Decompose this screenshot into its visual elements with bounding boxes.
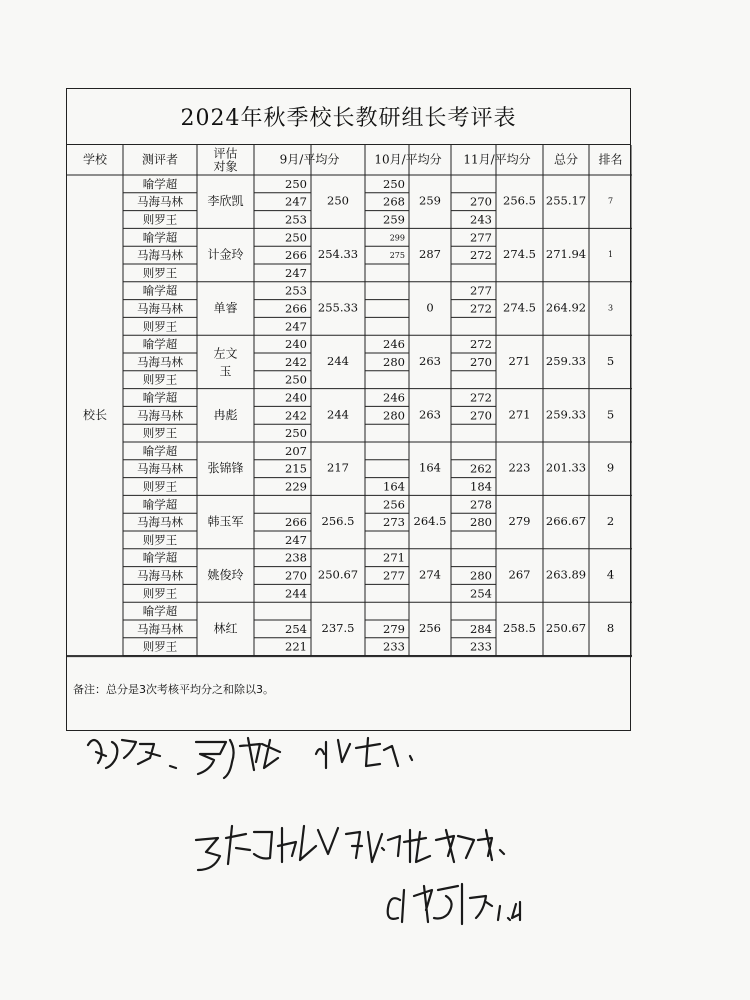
september-average: 217 [327,460,349,475]
header-evaluator: 测评者 [141,152,179,167]
score-value: 250 [285,230,307,245]
score-value: 240 [285,390,307,405]
evaluator-name: 则罗王 [142,212,178,227]
evaluator-name: 则罗王 [142,426,178,441]
score-value: 280 [383,354,405,369]
evaluator-name: 马海马林 [137,354,183,369]
evaluator-name: 喻学超 [142,443,178,458]
total-score: 259.33 [545,407,587,422]
evaluator-name: 马海马林 [137,568,183,583]
score-value: 270 [470,354,492,369]
table-note: 备注：总分是3次考核平均分之和除以3。 [73,683,274,696]
score-value: 262 [470,461,492,476]
october-average: 0 [426,300,434,315]
signature-stroke [316,738,412,768]
score-value: 250 [285,372,307,387]
october-average: 274 [419,567,441,582]
score-value: 299 [389,233,405,243]
header-november: 11月/平均分 [463,152,531,167]
september-average: 237.5 [321,620,355,635]
header-september: 9月/平均分 [279,152,340,167]
score-value: 215 [285,461,307,476]
score-value: 272 [470,390,492,405]
target-name: 左文 [213,346,238,361]
score-value: 279 [383,621,405,636]
rank-value: 5 [606,353,615,368]
october-average: 259 [419,193,441,208]
evaluator-name: 马海马林 [137,621,183,636]
october-average: 263 [419,353,441,368]
november-average: 258.5 [503,620,536,635]
evaluator-name: 喻学超 [142,230,178,245]
score-value: 253 [285,212,307,227]
score-value: 246 [383,337,405,352]
score-value: 275 [389,251,405,261]
score-value: 266 [285,515,307,530]
score-value: 270 [470,194,492,209]
rank-value: 5 [606,407,615,422]
score-value: 280 [383,408,405,423]
november-average: 267 [508,567,531,582]
september-average: 254.33 [317,247,359,262]
evaluator-name: 马海马林 [137,301,183,316]
evaluator-name: 喻学超 [142,176,178,191]
november-average: 223 [508,460,531,475]
evaluator-name: 喻学超 [142,283,178,298]
november-average: 274.5 [503,247,536,262]
september-average: 250 [327,193,349,208]
signature-stroke [88,740,160,768]
november-average: 274.5 [503,300,536,315]
score-value: 233 [470,639,492,654]
rank-value: 2 [606,514,615,529]
score-value: 277 [383,568,405,583]
score-value: 207 [285,443,307,458]
evaluator-name: 喻学超 [142,337,178,352]
score-value: 250 [285,426,307,441]
header-school: 学校 [82,152,108,167]
november-average: 271 [508,407,531,422]
september-average: 244 [327,353,349,368]
total-score: 271.94 [545,247,587,262]
signature-stroke [196,826,338,870]
target-name: 玉 [219,364,232,379]
header-rank: 排名 [598,152,623,167]
target-name: 计金玲 [207,247,244,262]
evaluator-name: 马海马林 [137,194,183,209]
score-value: 280 [470,568,492,583]
score-value: 250 [285,176,307,191]
score-value: 272 [470,301,492,316]
score-value: 233 [383,639,405,654]
rank-value: 4 [606,567,615,582]
november-average: 271 [508,353,531,368]
score-value: 253 [285,283,307,298]
score-value: 254 [470,586,492,601]
october-average: 264.5 [413,514,447,529]
score-value: 277 [470,230,492,245]
october-average: 164 [419,460,441,475]
target-name: 李欣凯 [207,194,244,209]
september-average: 256.5 [321,514,355,529]
header-target: 对象 [213,159,238,174]
evaluator-name: 马海马林 [137,408,183,423]
evaluator-name: 则罗王 [142,532,178,547]
score-value: 240 [285,337,307,352]
table-title: 2024年秋季校长教研组长考评表 [67,89,630,145]
score-value: 272 [470,337,492,352]
score-value: 280 [470,515,492,530]
score-value: 229 [285,479,307,494]
signature-stroke [170,738,280,778]
score-value: 242 [285,408,307,423]
rank-value: 9 [606,460,615,475]
target-name: 张锦锋 [207,461,244,476]
evaluator-name: 则罗王 [142,319,178,334]
evaluator-name: 喻学超 [142,497,178,512]
evaluator-name: 马海马林 [137,248,183,263]
score-value: 164 [383,479,405,494]
total-score: 264.92 [545,300,587,315]
rank-value: 1 [607,250,614,260]
total-score: 255.17 [545,193,587,208]
score-value: 272 [470,248,492,263]
target-name: 单睿 [213,301,238,315]
october-average: 256 [419,620,441,635]
score-value: 247 [285,194,307,209]
total-score: 259.33 [545,353,587,368]
score-value: 270 [470,408,492,423]
score-value: 242 [285,354,307,369]
signature-stroke [498,902,520,920]
score-value: 256 [383,497,405,512]
rank-value: 8 [606,620,615,635]
score-value: 266 [285,248,307,263]
score-value: 273 [383,515,405,530]
score-value: 243 [470,212,492,227]
rank-value: 3 [607,303,614,313]
evaluator-name: 马海马林 [137,515,183,530]
score-value: 247 [285,265,307,280]
target-name: 韩玉军 [207,514,244,529]
evaluator-name: 则罗王 [142,265,178,280]
evaluator-name: 则罗王 [142,479,178,494]
score-value: 250 [383,176,405,191]
score-value: 254 [285,621,307,636]
evaluator-name: 则罗王 [142,586,178,601]
evaluator-name: 喻学超 [142,390,178,405]
total-score: 201.33 [545,460,587,475]
signature-stroke [388,884,492,924]
score-value: 271 [383,550,405,565]
score-value: 278 [470,497,492,512]
total-score: 266.67 [545,514,587,529]
score-value: 268 [383,194,405,209]
score-value: 238 [285,550,307,565]
total-score: 250.67 [545,620,587,635]
signature-stroke [346,830,504,862]
score-value: 266 [285,301,307,316]
evaluator-name: 喻学超 [142,550,178,565]
evaluator-name: 马海马林 [137,461,183,476]
score-value: 244 [285,586,307,601]
november-average: 256.5 [503,193,536,208]
evaluator-name: 则罗王 [142,639,178,654]
header-total: 总分 [553,152,579,167]
evaluator-name: 喻学超 [142,604,178,619]
target-name: 姚俊玲 [207,568,244,582]
score-value: 247 [285,532,307,547]
school-name: 校长 [82,407,108,422]
september-average: 244 [327,407,349,422]
header-target: 评估 [213,146,238,161]
score-value: 246 [383,390,405,405]
october-average: 263 [419,407,441,422]
rank-value: 7 [607,196,614,206]
header-october: 10月/平均分 [374,152,442,167]
score-value: 221 [285,639,307,654]
november-average: 279 [508,514,531,529]
september-average: 250.67 [317,567,359,582]
score-value: 277 [470,283,492,298]
target-name: 林红 [213,621,238,636]
score-value: 284 [470,621,492,636]
evaluator-name: 则罗王 [142,372,178,387]
total-score: 263.89 [545,567,587,582]
score-value: 247 [285,319,307,334]
score-value: 184 [470,479,492,494]
score-value: 259 [383,212,405,227]
target-name: 冉彪 [213,407,238,422]
score-value: 270 [285,568,307,583]
october-average: 287 [419,247,441,262]
september-average: 255.33 [317,300,359,315]
